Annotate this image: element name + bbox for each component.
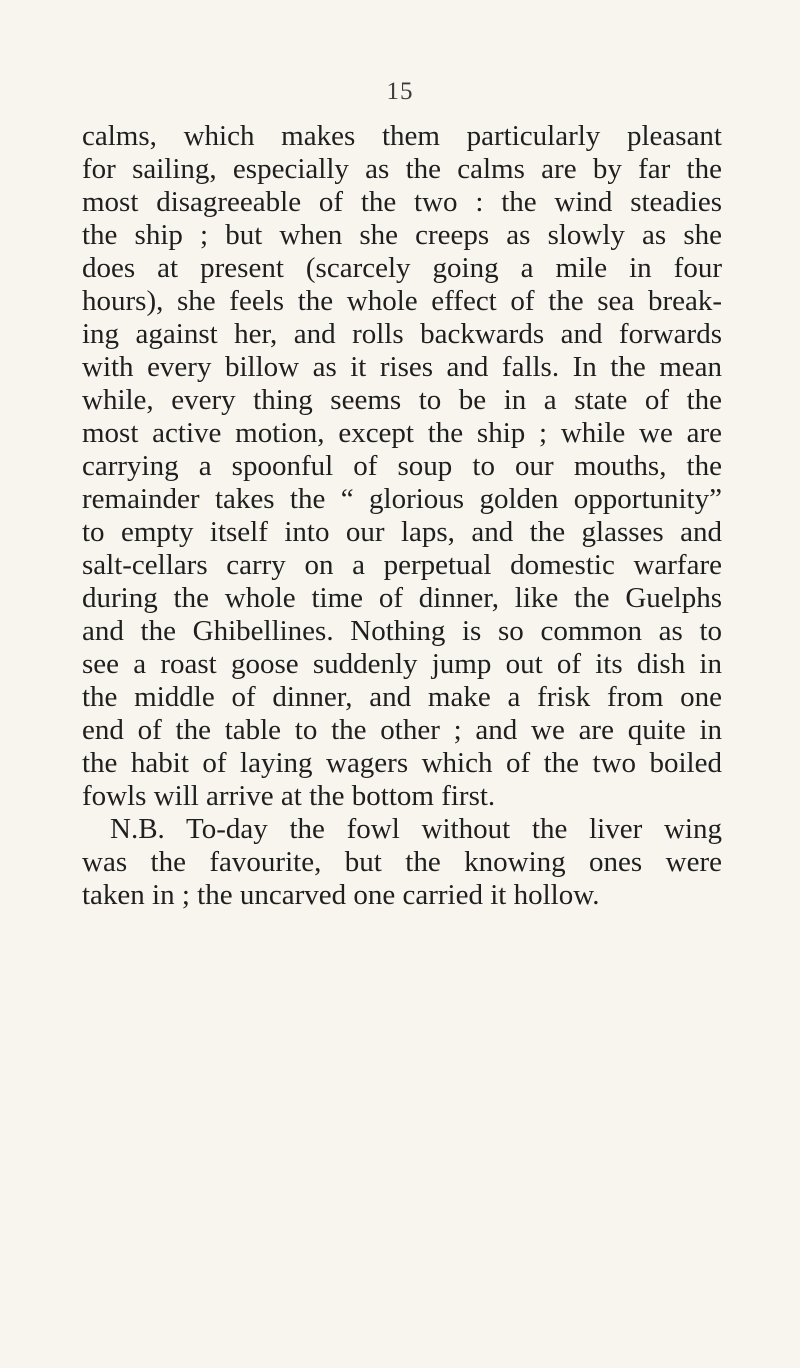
text-line: carrying a spoonful of soup to our mouths, the [82, 450, 722, 482]
text-line: and the Ghibellines. Nothing is so common as to [82, 615, 722, 647]
text-line: for sailing, especially as the calms are by far the [82, 153, 722, 185]
text-line: taken in ; the uncarved one carried it hollow. [82, 879, 600, 911]
text-line: remainder takes the “ glorious golden opportunity” [82, 483, 722, 515]
text-line: while, every thing seems to be in a state of the [82, 384, 722, 416]
text-line: end of the table to the other ; and we are quite in [82, 714, 722, 746]
text-line: most active motion, except the ship ; while we are [82, 417, 722, 449]
text-line: the habit of laying wagers which of the two boiled [82, 747, 722, 779]
text-line: with every billow as it rises and falls. In the mean [82, 351, 722, 383]
text-line: calms, which makes them particularly pleasant [82, 120, 722, 152]
page-body-text [82, 120, 722, 912]
text-line: during the whole time of dinner, like the Guelphs [82, 582, 722, 614]
text-line: most disagreeable of the two : the wind steadies [82, 186, 722, 218]
text-line: hours), she feels the whole effect of the sea break- [82, 285, 722, 317]
text-line: see a roast goose suddenly jump out of its dish in [82, 648, 722, 680]
text-line: N.B. To-day the fowl without the liver wing [110, 813, 722, 845]
text-line: ing against her, and rolls backwards and forwards [82, 318, 722, 350]
text-line: the ship ; but when she creeps as slowly as she [82, 219, 722, 251]
text-line: to empty itself into our laps, and the glasses and [82, 516, 722, 548]
text-line: the middle of dinner, and make a frisk from one [82, 681, 722, 713]
text-line: fowls will arrive at the bottom first. [82, 780, 496, 812]
text-line: salt-cellars carry on a perpetual domestic warfare [82, 549, 722, 581]
text-line: was the favourite, but the knowing ones were [82, 846, 722, 878]
text-line: does at present (scarcely going a mile in four [82, 252, 722, 284]
page-number: 15 [386, 78, 414, 105]
